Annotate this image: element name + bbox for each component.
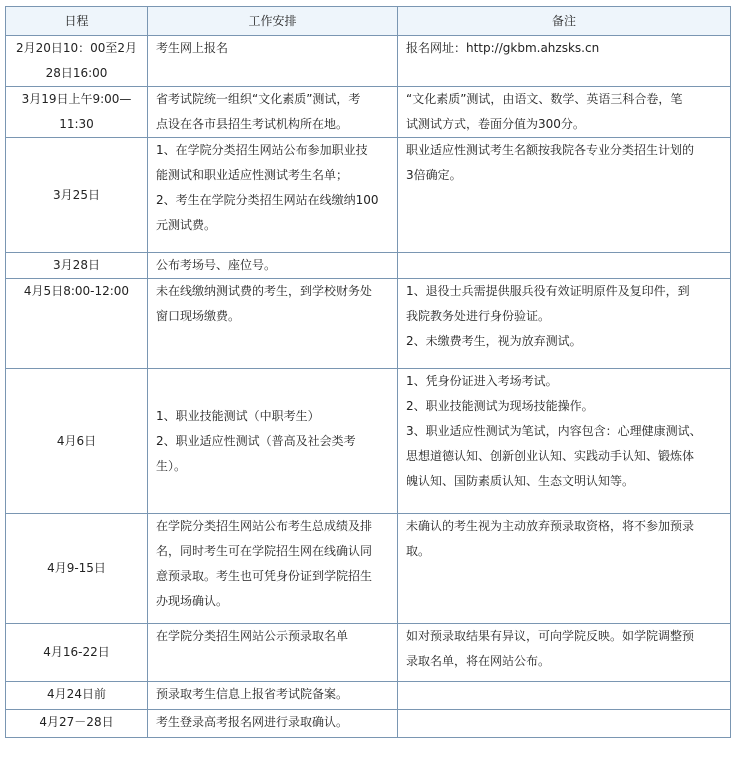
table-header-row — [6, 7, 731, 36]
work-cell — [148, 253, 398, 279]
date-cell — [6, 514, 148, 624]
note-cell-line: 2、未缴费考生，视为放弃测试。 — [406, 334, 582, 348]
work-cell-line: 未在线缴纳测试费的考生，到学校财务处 — [156, 284, 373, 298]
note-cell — [398, 253, 731, 279]
table-row — [6, 369, 731, 514]
date-cell-line: 4月9-15日 — [47, 561, 106, 575]
date-cell — [6, 36, 148, 87]
header-work: 工作安排 — [148, 7, 398, 36]
work-cell — [148, 682, 398, 710]
date-cell-line: 2月20日10：00至2月 — [15, 41, 138, 55]
work-cell-line: 在学院分类招生网站公布考生总成绩及排 — [156, 519, 373, 533]
date-cell-line: 4月6日 — [56, 433, 97, 448]
table-row — [6, 710, 731, 738]
work-cell-line: 点设在各市县招生考试机构所在地。 — [156, 117, 349, 131]
date-cell-line: 3月19日上午9:00— — [21, 92, 132, 106]
note-cell — [398, 682, 731, 710]
work-cell-line: 元测试费。 — [156, 218, 217, 232]
admission-schedule-table — [5, 6, 731, 738]
table-row — [6, 253, 731, 279]
work-cell-line: 能测试和职业适应性测试考生名单； — [156, 168, 349, 182]
work-cell-line: 省考试院统一组织“文化素质”测试，考 — [156, 92, 361, 106]
note-cell-line: 报名网址：http://gkbm.ahzsks.cn — [406, 41, 600, 55]
note-cell — [398, 279, 731, 369]
table-row — [6, 624, 731, 682]
note-cell-line: 未确认的考生视为主动放弃预录取资格，将不参加预录 — [406, 519, 695, 533]
date-cell-line: 4月24日前 — [47, 687, 106, 701]
date-cell — [6, 369, 148, 514]
note-cell-line: 1、凭身份证进入考场考试。 — [406, 374, 558, 388]
work-cell-line: 2、职业适应性测试（普高及社会类考 — [156, 433, 356, 448]
table-row — [6, 514, 731, 624]
note-cell — [398, 369, 731, 514]
date-cell-line: 11:30 — [59, 117, 94, 131]
note-cell — [398, 36, 731, 87]
note-cell-line: “文化素质”测试，由语文、数学、英语三科合卷，笔 — [406, 92, 683, 106]
work-cell — [148, 279, 398, 369]
work-cell-line: 办现场确认。 — [156, 594, 229, 608]
note-cell-line: 我院教务处进行身份验证。 — [406, 309, 551, 323]
table-row — [6, 279, 731, 369]
note-cell-line: 取。 — [406, 544, 431, 558]
work-cell-line: 在学院分类招生网站公示预录取名单 — [156, 629, 349, 643]
work-cell — [148, 87, 398, 138]
work-cell-line: 意预录取。考生也可凭身份证到学院招生 — [156, 569, 373, 583]
work-cell-line: 窗口现场缴费。 — [156, 309, 241, 323]
table-row — [6, 87, 731, 138]
work-cell-line: 公布考场号、座位号。 — [156, 258, 277, 272]
note-cell-line: 1、退役士兵需提供服兵役有效证明原件及复印件，到 — [406, 284, 690, 298]
work-cell — [148, 514, 398, 624]
note-cell — [398, 138, 731, 253]
work-cell — [148, 138, 398, 253]
work-cell — [148, 624, 398, 682]
work-cell — [148, 369, 398, 514]
work-cell-line: 1、职业技能测试（中职考生） — [156, 408, 320, 423]
header-note: 备注 — [398, 7, 731, 36]
date-cell-line: 3月28日 — [53, 258, 100, 272]
date-cell — [6, 279, 148, 369]
work-cell-line: 考生网上报名 — [156, 41, 229, 55]
note-cell-line: 试测试方式，卷面分值为300分。 — [406, 117, 585, 131]
work-cell-line: 名，同时考生可在学院招生网在线确认同 — [156, 544, 373, 558]
table-row — [6, 682, 731, 710]
note-cell-line: 录取名单，将在网站公布。 — [406, 654, 551, 668]
work-cell — [148, 710, 398, 738]
table-row — [6, 138, 731, 253]
work-cell-line: 预录取考生信息上报省考试院备案。 — [156, 687, 349, 701]
note-cell — [398, 514, 731, 624]
note-cell-line: 如对预录取结果有异议，可向学院反映。如学院调整预 — [406, 629, 695, 643]
date-cell — [6, 710, 148, 738]
date-cell-line: 4月27－28日 — [39, 715, 114, 729]
date-cell-line: 4月5日8:00-12:00 — [23, 284, 130, 298]
date-cell-line: 28日16:00 — [45, 66, 108, 80]
work-cell-line: 考生登录高考报名网进行录取确认。 — [156, 715, 349, 729]
work-cell-line: 2、考生在学院分类招生网站在线缴纳100 — [156, 193, 379, 207]
note-cell — [398, 87, 731, 138]
work-cell — [148, 36, 398, 87]
note-cell-line: 职业适应性测试考生名额按我院各专业分类招生计划的 — [406, 143, 695, 157]
note-cell — [398, 710, 731, 738]
header-date: 日程 — [6, 7, 148, 36]
date-cell-line: 4月16-22日 — [43, 645, 110, 659]
note-cell-line: 思想道德认知、创新创业认知、实践动手认知、锻炼体 — [406, 449, 695, 463]
date-cell — [6, 87, 148, 138]
work-cell-line: 生）。 — [156, 458, 187, 473]
note-cell-line: 魄认知、国防素质认知、生态文明认知等。 — [406, 474, 635, 488]
date-cell — [6, 138, 148, 253]
note-cell-line: 3倍确定。 — [406, 168, 462, 182]
date-cell — [6, 253, 148, 279]
date-cell-line: 3月25日 — [53, 187, 100, 202]
work-cell-line: 1、在学院分类招生网站公布参加职业技 — [156, 143, 368, 157]
note-cell-line: 2、职业技能测试为现场技能操作。 — [406, 399, 594, 413]
date-cell — [6, 682, 148, 710]
note-cell — [398, 624, 731, 682]
note-cell-line: 3、职业适应性测试为笔试，内容包含：心理健康测试、 — [406, 424, 702, 438]
table-row — [6, 36, 731, 87]
date-cell — [6, 624, 148, 682]
